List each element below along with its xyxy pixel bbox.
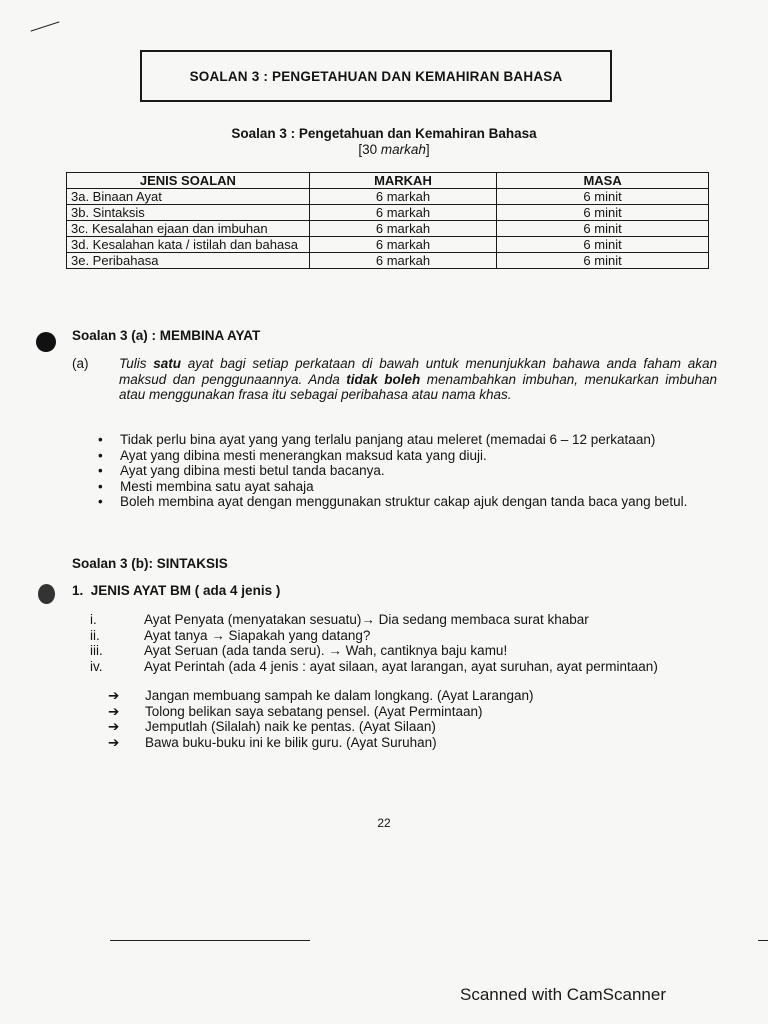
cell-jenis: 3b. Sintaksis (67, 205, 310, 221)
cell-markah: 6 markah (309, 221, 496, 237)
scan-mark (31, 21, 60, 31)
table-header-row (67, 173, 709, 189)
cell-masa: 6 minit (497, 237, 709, 253)
marks-table (66, 172, 709, 269)
list-item: ➔ Tolong belikan saya sebatang pensel. (Ayat Permintaan) (108, 703, 483, 719)
table-row (67, 221, 709, 237)
cell-markah: 6 markah (309, 189, 496, 205)
arrow-icon: ➔ (108, 703, 120, 719)
list-item: iii. Ayat Seruan (ada tanda seru). → Wah, cantiknya baju kamu! (90, 643, 508, 658)
part-a-bullets (98, 432, 718, 510)
table-row (67, 253, 709, 269)
table-row (67, 237, 709, 253)
list-item: ➔ Jangan membuang sampah ke dalam longkang. (Ayat Larangan) (108, 688, 534, 703)
cell-jenis: 3a. Binaan Ayat (67, 189, 310, 205)
part-a-heading: Soalan 3 (a) : MEMBINA AYAT (72, 328, 261, 343)
list-item: ii. Ayat tanya → Siapakah yang datang? (90, 627, 371, 643)
part-a-instruction: Tulis satu ayat bagi setiap perkataan di bawah untuk menunjukkan bahawa anda faham akan maksud dan penggunaannya. Anda tidak boleh menambahkan imbuhan, menukarkan imbuhan atau menggunakan frasa itu sebagai peribahasa atau nama khas. (119, 356, 717, 402)
cell-masa: 6 minit (497, 189, 709, 205)
list-item: • Ayat yang dibina mesti menerangkan maksud kata yang diuji. (98, 447, 487, 463)
bullet-icon: • (98, 478, 103, 494)
cell-markah: 6 markah (309, 237, 496, 253)
scan-line-bottom-right (758, 940, 768, 941)
header-markah: MARKAH (309, 173, 496, 189)
arrow-icon: ➔ (108, 688, 120, 703)
section-title: Soalan 3 : Pengetahuan dan Kemahiran Bahasa (231, 126, 537, 141)
section-marks: [30 markah] (358, 142, 430, 157)
table-row (67, 205, 709, 221)
list-item: i. Ayat Penyata (menyatakan sesuatu)→ Dia sedang membaca surat khabar (90, 612, 589, 627)
table-row (67, 189, 709, 205)
list-item: • Tidak perlu bina ayat yang yang terlalu panjang atau meleret (memadai 6 – 12 perkataan) (98, 432, 656, 447)
list-item: • Ayat yang dibina mesti betul tanda bacanya. (98, 463, 385, 478)
cell-masa: 6 minit (497, 253, 709, 269)
bullet-icon: • (98, 463, 103, 478)
cell-masa: 6 minit (497, 205, 709, 221)
list-item: • Boleh membina ayat dengan menggunakan struktur cakap ajuk dengan tanda baca yang betul. (98, 494, 688, 509)
punch-hole-icon (36, 332, 56, 352)
cell-jenis: 3d. Kesalahan kata / istilah dan bahasa (67, 237, 310, 253)
imperative-examples (108, 688, 668, 750)
part-b-subheading: 1. JENIS AYAT BM ( ada 4 jenis ) (72, 583, 281, 598)
header-box (140, 50, 612, 102)
list-item: ➔ Jemputlah (Silalah) naik ke pentas. (Ayat Silaan) (108, 719, 436, 734)
part-a-label: (a) (72, 356, 89, 371)
page-number: 22 (377, 816, 391, 830)
bullet-icon: • (98, 447, 103, 463)
cell-masa: 6 minit (497, 221, 709, 237)
scan-line-bottom (110, 940, 310, 941)
cell-markah: 6 markah (309, 253, 496, 269)
part-b-heading: Soalan 3 (b): SINTAKSIS (72, 556, 228, 571)
bullet-icon: • (98, 494, 103, 509)
camscanner-watermark: Scanned with CamScanner (460, 985, 667, 1004)
arrow-icon: ➔ (108, 734, 120, 750)
punch-hole-icon (38, 584, 55, 604)
cell-jenis: 3c. Kesalahan ejaan dan imbuhan (67, 221, 310, 237)
arrow-icon: ➔ (108, 719, 120, 734)
header-jenis: JENIS SOALAN (67, 173, 310, 189)
sentence-types-list (86, 612, 716, 674)
list-item: ➔ Bawa buku-buku ini ke bilik guru. (Ayat Suruhan) (108, 734, 437, 750)
bullet-icon: • (98, 432, 103, 447)
cell-jenis: 3e. Peribahasa (67, 253, 310, 269)
header-title: SOALAN 3 : PENGETAHUAN DAN KEMAHIRAN BAHASA (189, 68, 563, 84)
list-item: iv. Ayat Perintah (ada 4 jenis : ayat silaan, ayat larangan, ayat suruhan, ayat permintaan) (90, 658, 658, 674)
header-masa: MASA (497, 173, 709, 189)
cell-markah: 6 markah (309, 205, 496, 221)
list-item: • Mesti membina satu ayat sahaja (98, 478, 314, 494)
